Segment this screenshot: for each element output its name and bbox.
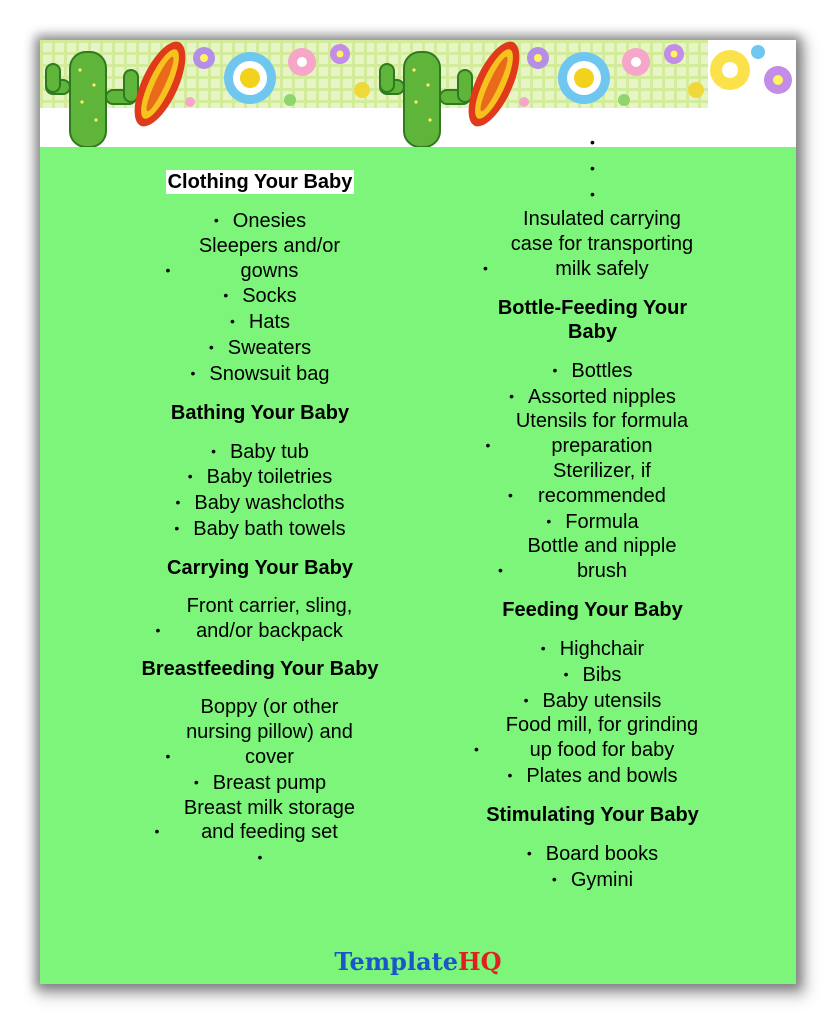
list-item: • Plates and bowls bbox=[507, 764, 678, 787]
list-item: • Breast pump bbox=[193, 771, 327, 794]
list-item: • Snowsuit bag bbox=[190, 362, 330, 385]
list-item: •Food mill, for grinding up food for baby bbox=[474, 714, 699, 762]
templatehq-logo bbox=[40, 947, 796, 976]
flower-icon bbox=[710, 45, 792, 94]
document-page bbox=[40, 40, 796, 984]
list-item: • Bibs bbox=[563, 663, 622, 686]
list-feeding bbox=[450, 636, 735, 789]
list-item: •Breast milk storage and feeding set bbox=[154, 796, 356, 844]
list-item: •Front carrier, sling, and/or backpack bbox=[155, 594, 353, 642]
list-item: • Hats bbox=[229, 311, 291, 334]
list-breastfeeding-continued bbox=[450, 130, 735, 282]
list-item: • Sweaters bbox=[208, 336, 312, 359]
right-column bbox=[450, 130, 735, 906]
list-item: •Insulated carrying case for transporting milk safely bbox=[483, 208, 694, 280]
list-item: • Baby toiletries bbox=[187, 466, 333, 489]
list-item: • Baby bath towels bbox=[174, 517, 346, 540]
list-item: • Assorted nipples bbox=[509, 385, 676, 408]
left-column bbox=[120, 170, 400, 885]
section-heading-stimulating: Stimulating Your Baby bbox=[486, 803, 699, 826]
list-bottle-feeding bbox=[450, 358, 735, 584]
list-item: •Sterilizer, if recommended bbox=[508, 459, 666, 507]
list-item: •Utensils for formula preparation bbox=[485, 410, 689, 458]
list-item: • Baby tub bbox=[211, 440, 309, 463]
list-item: • Baby utensils bbox=[523, 689, 662, 712]
list-carrying bbox=[120, 594, 400, 644]
list-item: • Baby washcloths bbox=[175, 492, 345, 515]
section-heading-clothing: Clothing Your Baby bbox=[167, 171, 353, 193]
list-item: • Bottles bbox=[552, 359, 633, 382]
section-heading-bottle-feeding: Bottle-Feeding Your Baby bbox=[497, 296, 688, 343]
list-item: • bbox=[590, 185, 595, 202]
section-heading-breastfeeding: Breastfeeding Your Baby bbox=[141, 658, 379, 681]
list-item: • Formula bbox=[546, 510, 639, 533]
list-item: •Boppy (or other nursing pillow) and cover bbox=[165, 696, 353, 768]
list-stimulating bbox=[450, 841, 735, 893]
list-item: • bbox=[590, 159, 595, 176]
list-item: • Highchair bbox=[540, 637, 645, 660]
list-item: •Bottle and nipple brush bbox=[498, 535, 677, 583]
list-bathing bbox=[120, 439, 400, 542]
list-clothing bbox=[120, 208, 400, 387]
list-item: • Gymini bbox=[551, 868, 634, 891]
list-item: • Socks bbox=[223, 285, 297, 308]
list-item: •Sleepers and/or gowns bbox=[165, 234, 341, 282]
section-heading-carrying: Carrying Your Baby bbox=[167, 556, 353, 579]
list-item: • bbox=[590, 134, 595, 150]
logo-text-template: Template bbox=[334, 947, 458, 976]
list-item: • Board books bbox=[526, 842, 659, 865]
section-heading-feeding: Feeding Your Baby bbox=[502, 598, 683, 621]
list-item: • Onesies bbox=[213, 210, 307, 232]
section-heading-bathing: Bathing Your Baby bbox=[170, 401, 350, 424]
logo-text-hq: HQ bbox=[457, 947, 502, 976]
list-breastfeeding bbox=[120, 695, 400, 871]
list-item: • bbox=[257, 849, 263, 866]
